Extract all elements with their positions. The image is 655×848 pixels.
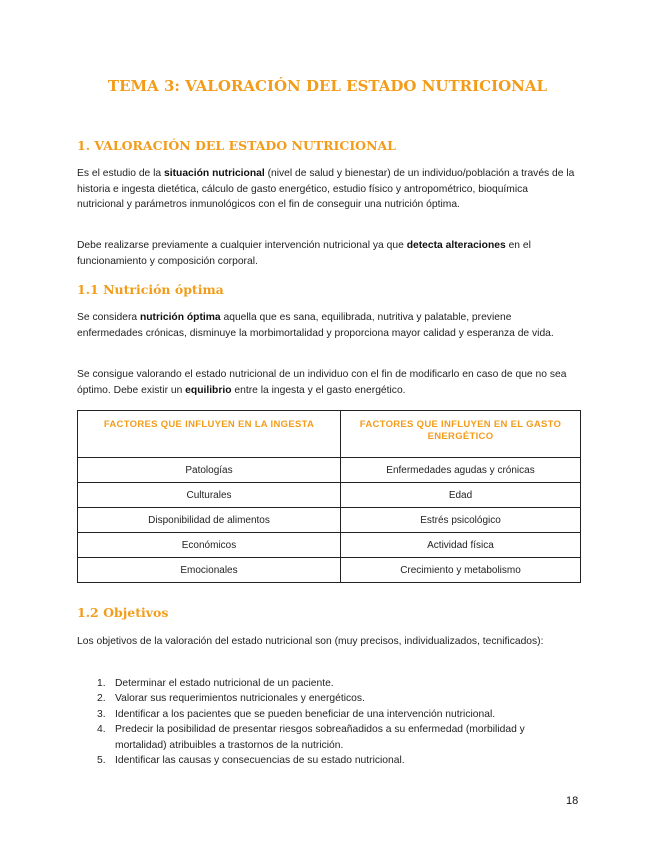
table-row [78,533,581,558]
bold-nutricion-optima: nutrición óptima [139,312,221,323]
page-number: 18 [566,795,579,807]
table-cell: Crecimiento y metabolismo [341,558,581,583]
paragraph-definicion: Es el estudio de la situación nutricional (nivel de salud y bienestar) de un individuo/población a través de la historia e ingesta dietética, cálculo de gasto energético, estudio físico y antropométrico, bioquímica nutricional y parámetros inmunológicos con el fin de conseguir una nutrición óptima. [77,168,575,211]
table-row [78,508,581,533]
table-cell: Económicos [78,533,341,558]
table-cell: Actividad física [341,533,581,558]
list-item: 5. Identificar las causas y consecuencias de su estado nutricional. [97,755,405,767]
bold-detecta-alteraciones: detecta alteraciones [406,240,506,251]
table-cell: Culturales [78,483,341,508]
objectives-list [77,676,577,768]
paragraph-nutricion-optima: Se considera nutrición óptima aquella que es sana, equilibrada, nutritiva y palatable, previene enfermedades crónicas, disminuye la morbimortalidad y proporciona mayor calidad y esperanza de vida. [77,312,554,339]
table-cell: Emocionales [78,558,341,583]
header-gasto-energetico: FACTORES QUE INFLUYEN EN EL GASTO ENERGÉTICO [341,411,581,458]
table-cell: Estrés psicológico [341,508,581,533]
table-row [78,558,581,583]
section-heading-nutricion-optima: 1.1 Nutrición óptima [77,282,224,297]
table-cell: Enfermedades agudas y crónicas [341,458,581,483]
paragraph-equilibrio: Se consigue valorando el estado nutricional de un individuo con el fin de modificarlo en caso de que no sea óptimo. Debe existir un equilibrio entre la ingesta y el gasto energético. [77,369,567,396]
table-cell: Edad [341,483,581,508]
header-ingesta: FACTORES QUE INFLUYEN EN LA INGESTA [78,411,341,458]
list-item: 3. Identificar a los pacientes que se pueden beneficiar de una intervención nutricional. [97,708,496,720]
factors-table [77,410,581,583]
table-row [78,458,581,483]
list-item: 1. Determinar el estado nutricional de un paciente. [97,678,334,689]
table-cell: Disponibilidad de alimentos [78,508,341,533]
paragraph-intervencion: Debe realizarse previamente a cualquier intervención nutricional ya que detecta alteraciones en el funcionamiento y composición corporal. [77,240,531,267]
list-item: 2. Valorar sus requerimientos nutricionales y energéticos. [97,693,365,705]
section-heading-valoracion: 1. VALORACIÓN DEL ESTADO NUTRICIONAL [77,138,396,153]
table-row [78,483,581,508]
table-cell: Patologías [78,458,341,483]
bold-equilibrio: equilibrio [185,384,232,396]
bold-situacion-nutricional: situación nutricional [164,168,265,179]
section-heading-objetivos: 1.2 Objetivos [77,605,169,620]
paragraph-objetivos-intro: Los objetivos de la valoración del estado nutricional son (muy precisos, individualizados, tecnificados): [77,636,544,647]
table-header-row [78,411,581,458]
list-item: 4. Predecir la posibilidad de presentar riesgos sobreañadidos a su enfermedad (morbilidad y mortalidad) atribuibles a trastornos de la nutrición. [97,724,525,751]
page-title: TEMA 3: VALORACIÓN DEL ESTADO NUTRICIONAL [107,77,548,95]
